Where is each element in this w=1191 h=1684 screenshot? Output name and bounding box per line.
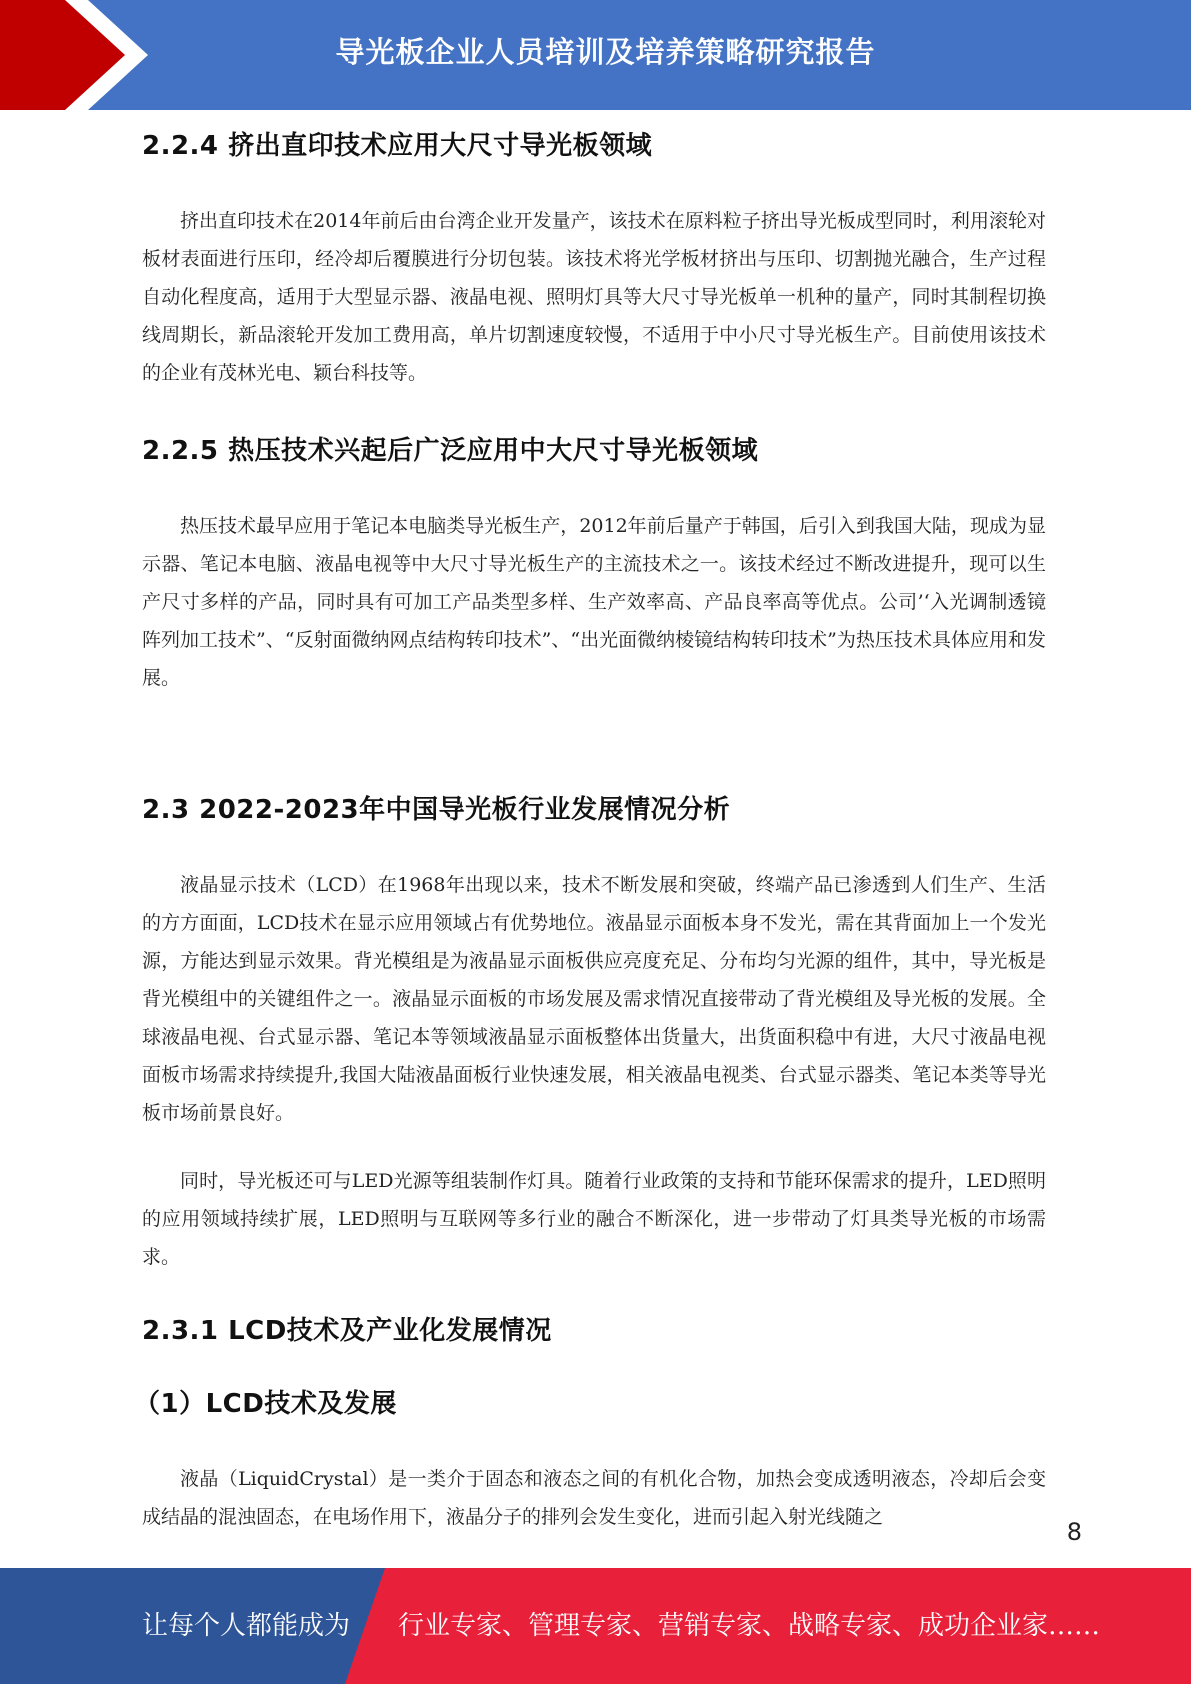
- page-header: [0, 0, 1191, 110]
- paragraph-2-3-b: 同时，导光板还可与LED光源等组装制作灯具。随着行业政策的支持和节能环保需求的提升，LED照明的应用领域持续扩展，LED照明与互联网等多行业的融合不断深化，进一步带动了灯具类导光板的市场需求。: [142, 1170, 1046, 1268]
- paragraph-lcd: 液晶（LiquidCrystal）是一类介于固态和液态之间的有机化合物，加热会变成透明液态，冷却后会变成结晶的混浊固态，在电场作用下，液晶分子的排列会发生变化，进而引起入射光线随之: [142, 1468, 1046, 1528]
- footer-slogan-right: 行业专家、管理专家、营销专家、战略专家、成功企业家……: [398, 1611, 1101, 1641]
- page-footer: [0, 1568, 1191, 1684]
- paragraph-2-2-4: 挤出直印技术在2014年前后由台湾企业开发量产，该技术在原料粒子挤出导光板成型同时，利用滚轮对板材表面进行压印，经冷却后覆膜进行分切包装。该技术将光学板材挤出与压印、切割抛光融合，生产过程自动化程度高，适用于大型显示器、液晶电视、照明灯具等大尺寸导光板单一机种的量产，同时其制程切换线周期长，新品滚轮开发加工费用高，单片切割速度较慢，不适用于中小尺寸导光板生产。目前使用该技术的企业有茂林光电、颖台科技等。: [142, 210, 1046, 384]
- header-title: 导光板企业人员培训及培养策略研究报告: [335, 34, 876, 69]
- footer-slogan-left: 让每个人都能成为: [142, 1611, 351, 1641]
- section-heading-2-3-1: 2.3.1 LCD技术及产业化发展情况: [142, 1316, 552, 1346]
- section-heading-2-2-5: 2.2.5 热压技术兴起后广泛应用中大尺寸导光板领域: [142, 436, 759, 466]
- paragraph-2-3-a: 液晶显示技术（LCD）在1968年出现以来，技术不断发展和突破，终端产品已渗透到人们生产、生活的方方面面，LCD技术在显示应用领域占有优势地位。液晶显示面板本身不发光，需在其背面加上一个发光源，方能达到显示效果。背光模组是为液晶显示面板供应亮度充足、分布均匀光源的组件，其中，导光板是背光模组中的关键组件之一。液晶显示面板的市场发展及需求情况直接带动了背光模组及导光板的发展。全球液晶电视、台式显示器、笔记本等领域液晶显示面板整体出货量大，出货面积稳中有进，大尺寸液晶电视面板市场需求持续提升,我国大陆液晶面板行业快速发展，相关液晶电视类、台式显示器类、笔记本类等导光板市场前景良好。: [142, 874, 1046, 1124]
- paragraph-2-2-5: 热压技术最早应用于笔记本电脑类导光板生产，2012年前后量产于韩国，后引入到我国大陆，现成为显示器、笔记本电脑、液晶电视等中大尺寸导光板生产的主流技术之一。该技术经过不断改进提升，现可以生产尺寸多样的产品，同时具有可加工产品类型多样、生产效率高、产品良率高等优点。公司’‘入光调制透镜阵列加工技术”、“反射面微纳网点结构转印技术”、“出光面微纳棱镜结构转印技术”为热压技术具体应用和发展。: [142, 515, 1046, 689]
- section-heading-2-2-4: 2.2.4 挤出直印技术应用大尺寸导光板领域: [142, 131, 653, 161]
- page-number: 8: [1066, 1518, 1082, 1546]
- subsection-heading-lcd: （1）LCD技术及发展: [134, 1389, 397, 1419]
- document-body: [134, 125, 1046, 1536]
- section-heading-2-3: 2.3 2022-2023年中国导光板行业发展情况分析: [142, 795, 731, 825]
